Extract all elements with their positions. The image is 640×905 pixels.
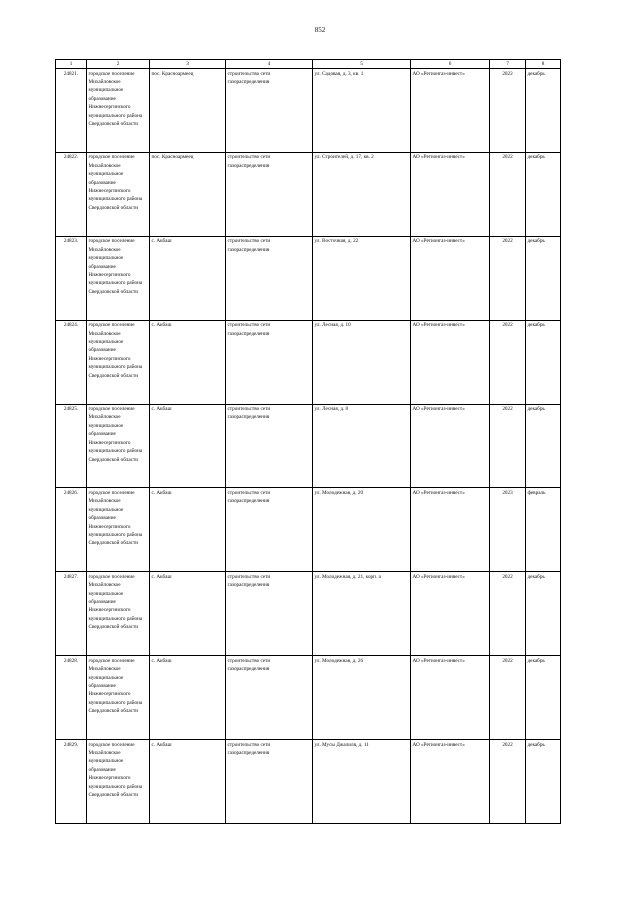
work-type-cell: строительство сети газораспределения <box>226 404 313 488</box>
column-header: 1 <box>56 60 87 69</box>
work-type-cell: строительство сети газораспределения <box>226 488 313 572</box>
table-row <box>56 656 561 740</box>
settlement-cell: с. Акбаш <box>150 740 226 824</box>
row-number: 24823. <box>56 236 87 320</box>
company-cell: АО «Регионгаз-инвест» <box>411 488 490 572</box>
row-number: 24821. <box>56 69 87 153</box>
address-cell: ул. Молодежная, д. 26 <box>313 656 411 740</box>
row-number: 24826. <box>56 488 87 572</box>
settlement-cell: пос. Красноармеец <box>150 152 226 236</box>
year-cell: 2022 <box>490 656 526 740</box>
work-type-cell: строительство сети газораспределения <box>226 740 313 824</box>
column-header: 8 <box>526 60 561 69</box>
municipality-cell: городское поселение Михайловское муниципальное образование Нижнесергинского муниципального района Свердловской области <box>87 572 150 656</box>
month-cell: февраль <box>526 488 561 572</box>
company-cell: АО «Регионгаз-инвест» <box>411 152 490 236</box>
row-number: 24824. <box>56 320 87 404</box>
work-type-cell: строительство сети газораспределения <box>226 320 313 404</box>
work-type-cell: строительство сети газораспределения <box>226 152 313 236</box>
year-cell: 2023 <box>490 488 526 572</box>
municipality-cell: городское поселение Михайловское муниципальное образование Нижнесергинского муниципального района Свердловской области <box>87 320 150 404</box>
company-cell: АО «Регионгаз-инвест» <box>411 656 490 740</box>
row-number: 24829. <box>56 740 87 824</box>
row-number: 24822. <box>56 152 87 236</box>
page-number: 852 <box>314 26 326 34</box>
address-cell: ул. Мусы Джалиля, д. 11 <box>313 740 411 824</box>
municipality-cell: городское поселение Михайловское муниципальное образование Нижнесергинского муниципального района Свердловской области <box>87 236 150 320</box>
table-row <box>56 740 561 824</box>
column-header: 3 <box>150 60 226 69</box>
work-type-cell: строительство сети газораспределения <box>226 69 313 153</box>
settlement-cell: с. Акбаш <box>150 572 226 656</box>
column-header: 4 <box>226 60 313 69</box>
table-row <box>56 488 561 572</box>
address-cell: ул. Садовая, д. 3, кв. 1 <box>313 69 411 153</box>
settlement-cell: пос. Красноармеец <box>150 69 226 153</box>
column-header: 2 <box>87 60 150 69</box>
table-row <box>56 69 561 153</box>
column-number-row <box>56 60 561 69</box>
registry-table <box>55 59 561 824</box>
row-number: 24827. <box>56 572 87 656</box>
municipality-cell: городское поселение Михайловское муниципальное образование Нижнесергинского муниципального района Свердловской области <box>87 404 150 488</box>
table-body <box>56 69 561 824</box>
address-cell: ул. Молодежная, д. 20 <box>313 488 411 572</box>
month-cell: декабрь <box>526 740 561 824</box>
month-cell: декабрь <box>526 236 561 320</box>
month-cell: декабрь <box>526 152 561 236</box>
month-cell: декабрь <box>526 404 561 488</box>
municipality-cell: городское поселение Михайловское муниципальное образование Нижнесергинского муниципального района Свердловской области <box>87 69 150 153</box>
municipality-cell: городское поселение Михайловское муниципальное образование Нижнесергинского муниципального района Свердловской области <box>87 488 150 572</box>
address-cell: ул. Молодежная, д. 21, корп. а <box>313 572 411 656</box>
settlement-cell: с. Акбаш <box>150 236 226 320</box>
year-cell: 2022 <box>490 69 526 153</box>
work-type-cell: строительство сети газораспределения <box>226 656 313 740</box>
municipality-cell: городское поселение Михайловское муниципальное образование Нижнесергинского муниципального района Свердловской области <box>87 152 150 236</box>
year-cell: 2022 <box>490 152 526 236</box>
table-row <box>56 404 561 488</box>
work-type-cell: строительство сети газораспределения <box>226 236 313 320</box>
company-cell: АО «Регионгаз-инвест» <box>411 69 490 153</box>
company-cell: АО «Регионгаз-инвест» <box>411 236 490 320</box>
address-cell: ул. Строителей, д. 17, кв. 2 <box>313 152 411 236</box>
work-type-cell: строительство сети газораспределения <box>226 572 313 656</box>
address-cell: ул. Лесная, д. 10 <box>313 320 411 404</box>
table-row <box>56 320 561 404</box>
table-row <box>56 572 561 656</box>
row-number: 24828. <box>56 656 87 740</box>
row-number: 24825. <box>56 404 87 488</box>
company-cell: АО «Регионгаз-инвест» <box>411 572 490 656</box>
municipality-cell: городское поселение Михайловское муниципальное образование Нижнесергинского муниципального района Свердловской области <box>87 656 150 740</box>
municipality-cell: городское поселение Михайловское муниципальное образование Нижнесергинского муниципального района Свердловской области <box>87 740 150 824</box>
settlement-cell: с. Акбаш <box>150 404 226 488</box>
month-cell: декабрь <box>526 572 561 656</box>
year-cell: 2022 <box>490 740 526 824</box>
company-cell: АО «Регионгаз-инвест» <box>411 740 490 824</box>
settlement-cell: с. Акбаш <box>150 656 226 740</box>
column-header: 5 <box>313 60 411 69</box>
table-row <box>56 236 561 320</box>
company-cell: АО «Регионгаз-инвест» <box>411 320 490 404</box>
year-cell: 2022 <box>490 404 526 488</box>
month-cell: декабрь <box>526 656 561 740</box>
month-cell: декабрь <box>526 69 561 153</box>
company-cell: АО «Регионгаз-инвест» <box>411 404 490 488</box>
settlement-cell: с. Акбаш <box>150 488 226 572</box>
column-header: 6 <box>411 60 490 69</box>
year-cell: 2022 <box>490 320 526 404</box>
year-cell: 2022 <box>490 236 526 320</box>
settlement-cell: с. Акбаш <box>150 320 226 404</box>
month-cell: декабрь <box>526 320 561 404</box>
table-row <box>56 152 561 236</box>
address-cell: ул. Восточная, д. 22 <box>313 236 411 320</box>
column-header: 7 <box>490 60 526 69</box>
year-cell: 2022 <box>490 572 526 656</box>
address-cell: ул. Лесная, д. 8 <box>313 404 411 488</box>
